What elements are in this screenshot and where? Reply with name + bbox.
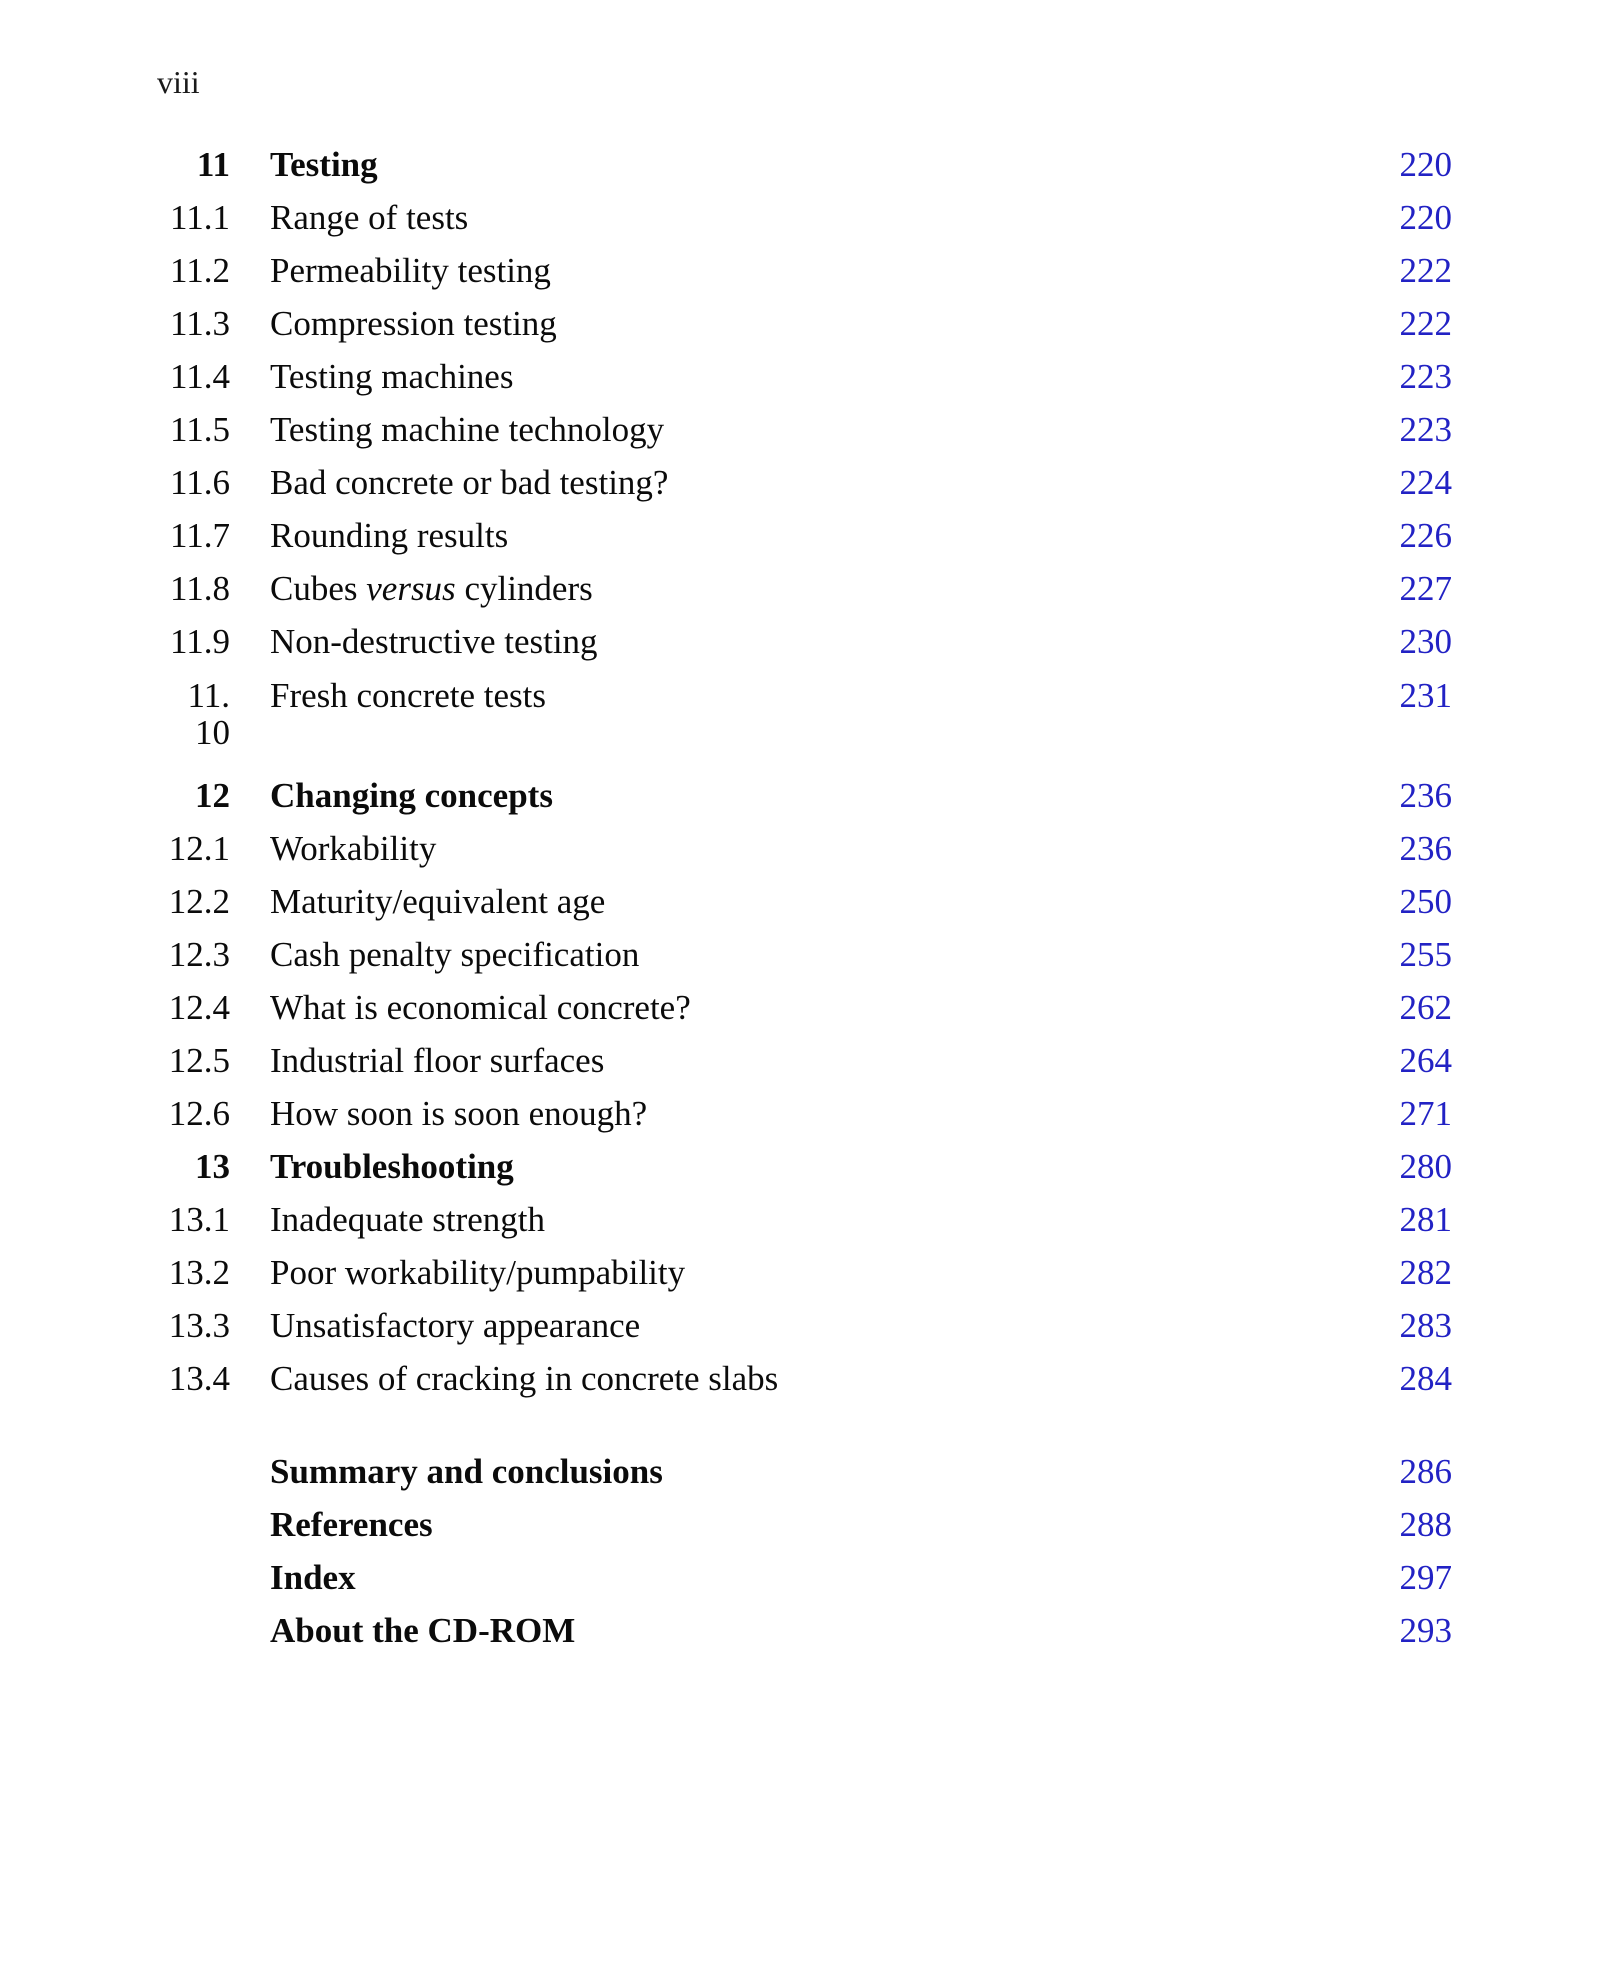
toc-row bbox=[0, 138, 1452, 191]
toc-row-number: 12.4 bbox=[168, 988, 230, 1027]
toc-row-page-link[interactable]: 236 bbox=[1399, 829, 1452, 868]
toc-row-title: Testing bbox=[270, 145, 378, 184]
toc-row-number: 13.2 bbox=[168, 1253, 230, 1292]
toc-row-page-link[interactable]: 280 bbox=[1399, 1147, 1452, 1186]
toc-row-number: 11.2 bbox=[170, 251, 230, 290]
toc-row bbox=[0, 1246, 1452, 1299]
toc-row-number: 12.6 bbox=[168, 1094, 230, 1133]
toc-row-page-link[interactable]: 250 bbox=[1399, 882, 1452, 921]
toc-row-title: Non-destructive testing bbox=[270, 622, 598, 661]
toc-row-title: Fresh concrete tests bbox=[270, 676, 547, 715]
toc-row-page-link[interactable]: 262 bbox=[1399, 988, 1452, 1027]
toc-row-number: 11.1 bbox=[170, 198, 230, 237]
toc-row-number: 11 bbox=[196, 145, 230, 184]
toc-row-title: Changing concepts bbox=[270, 776, 553, 815]
toc-row bbox=[0, 769, 1452, 822]
toc-row-page-link[interactable]: 283 bbox=[1399, 1306, 1452, 1345]
toc-row bbox=[0, 981, 1452, 1034]
toc-row-number bbox=[0, 1498, 230, 1551]
toc-row bbox=[0, 1498, 1452, 1551]
toc-row-page-link[interactable]: 222 bbox=[1399, 304, 1452, 343]
toc-list bbox=[0, 138, 1452, 1657]
toc-row bbox=[0, 1604, 1452, 1657]
toc-row bbox=[0, 509, 1452, 562]
toc-row-number: 11.8 bbox=[170, 569, 230, 608]
toc-row bbox=[0, 1352, 1452, 1405]
toc-row-page-link[interactable]: 223 bbox=[1399, 410, 1452, 449]
toc-row bbox=[0, 191, 1452, 244]
toc-row-number: 13.4 bbox=[168, 1359, 230, 1398]
toc-row-page-link[interactable]: 282 bbox=[1399, 1253, 1452, 1292]
toc-row-title: Testing machine technology bbox=[270, 410, 665, 449]
toc-row-title: Industrial floor surfaces bbox=[270, 1041, 605, 1080]
toc-row bbox=[0, 350, 1452, 403]
toc-row-page-link[interactable]: 271 bbox=[1399, 1094, 1452, 1133]
toc-row bbox=[0, 1551, 1452, 1604]
toc-title-text: Cubes bbox=[270, 569, 367, 608]
toc-row-title: Compression testing bbox=[270, 304, 557, 343]
toc-row-number: 11. 10 bbox=[187, 676, 230, 752]
toc-row-page-link[interactable]: 297 bbox=[1399, 1558, 1452, 1597]
toc-row-number: 12 bbox=[195, 776, 230, 815]
toc-section-gap bbox=[0, 1405, 1452, 1445]
toc-row-page-link[interactable]: 223 bbox=[1399, 357, 1452, 396]
toc-row bbox=[0, 1140, 1452, 1193]
toc-row-title: About the CD-ROM bbox=[270, 1611, 576, 1650]
toc-row-page-link[interactable]: 286 bbox=[1399, 1452, 1452, 1491]
toc-row bbox=[0, 403, 1452, 456]
toc-row-title: What is economical concrete? bbox=[270, 988, 691, 1027]
toc-row-page-link[interactable]: 293 bbox=[1399, 1611, 1452, 1650]
toc-title-text: cylinders bbox=[455, 569, 593, 608]
toc-row-number bbox=[0, 1604, 230, 1657]
toc-row-number: 13 bbox=[195, 1147, 230, 1186]
toc-row-page-link[interactable]: 226 bbox=[1399, 516, 1452, 555]
toc-row-page-link[interactable]: 220 bbox=[1399, 198, 1452, 237]
toc-row bbox=[0, 822, 1452, 875]
toc-row bbox=[0, 875, 1452, 928]
toc-row-title bbox=[230, 562, 1310, 615]
toc-row bbox=[0, 928, 1452, 981]
toc-row-page-link[interactable]: 284 bbox=[1399, 1359, 1452, 1398]
toc-row-title: References bbox=[270, 1505, 433, 1544]
toc-row-number bbox=[0, 1551, 230, 1604]
toc-row bbox=[0, 1299, 1452, 1352]
toc-row-page-link[interactable]: 222 bbox=[1399, 251, 1452, 290]
toc-row bbox=[0, 456, 1452, 509]
toc-row-page-link[interactable]: 230 bbox=[1399, 622, 1452, 661]
toc-row-number: 11.4 bbox=[170, 357, 230, 396]
toc-row-title: Causes of cracking in concrete slabs bbox=[270, 1359, 779, 1398]
toc-row-title: Testing machines bbox=[270, 357, 514, 396]
toc-row-page-link[interactable]: 231 bbox=[1399, 676, 1452, 715]
toc-row bbox=[0, 668, 1452, 769]
toc-row bbox=[0, 244, 1452, 297]
toc-row-title: Troubleshooting bbox=[270, 1147, 514, 1186]
toc-title-emphasis: versus bbox=[366, 569, 456, 608]
toc-row bbox=[0, 1087, 1452, 1140]
toc-row-title: Rounding results bbox=[270, 516, 509, 555]
toc-row bbox=[0, 1034, 1452, 1087]
toc-row-title: Bad concrete or bad testing? bbox=[270, 463, 669, 502]
toc-row-title: How soon is soon enough? bbox=[270, 1094, 648, 1133]
toc-row-number: 13.1 bbox=[168, 1200, 230, 1239]
toc-row-title: Poor workability/pumpability bbox=[270, 1253, 686, 1292]
toc-row-page-link[interactable]: 227 bbox=[1399, 569, 1452, 608]
toc-row-number: 11.9 bbox=[170, 622, 230, 661]
toc-row-title: Maturity/equivalent age bbox=[270, 882, 606, 921]
toc-row-page-link[interactable]: 220 bbox=[1399, 145, 1452, 184]
toc-row-number bbox=[0, 1445, 230, 1498]
toc-row-title: Index bbox=[270, 1558, 356, 1597]
toc-row-number: 11.6 bbox=[170, 463, 230, 502]
toc-row-number: 12.5 bbox=[168, 1041, 230, 1080]
toc-row-number: 12.2 bbox=[168, 882, 230, 921]
toc-row-title: Unsatisfactory appearance bbox=[270, 1306, 641, 1345]
toc-row-number: 12.1 bbox=[168, 829, 230, 868]
toc-row-title: Cash penalty specification bbox=[270, 935, 640, 974]
toc-row bbox=[0, 615, 1452, 668]
toc-row bbox=[0, 1445, 1452, 1498]
toc-row bbox=[0, 562, 1452, 615]
toc-row-number: 11.5 bbox=[170, 410, 230, 449]
toc-row-title: Range of tests bbox=[270, 198, 469, 237]
toc-row-number: 11.3 bbox=[170, 304, 230, 343]
toc-row-page-link[interactable]: 288 bbox=[1399, 1505, 1452, 1544]
toc-row-page-link[interactable]: 236 bbox=[1399, 776, 1452, 815]
toc-row-number: 13.3 bbox=[168, 1306, 230, 1345]
toc-row-title: Summary and conclusions bbox=[270, 1452, 663, 1491]
toc-row-page-link[interactable]: 281 bbox=[1399, 1200, 1452, 1239]
toc-row-title: Inadequate strength bbox=[270, 1200, 546, 1239]
toc-row-number: 11.7 bbox=[170, 516, 230, 555]
toc-row-number: 12.3 bbox=[168, 935, 230, 974]
toc-row-title: Permeability testing bbox=[270, 251, 551, 290]
toc-row-page-link[interactable]: 224 bbox=[1399, 463, 1452, 502]
toc-row-page-link[interactable]: 264 bbox=[1399, 1041, 1452, 1080]
toc-row bbox=[0, 1193, 1452, 1246]
toc-row-page-link[interactable]: 255 bbox=[1399, 935, 1452, 974]
toc-row-title: Workability bbox=[270, 829, 437, 868]
page-folio: viii bbox=[157, 64, 200, 100]
toc-row bbox=[0, 297, 1452, 350]
